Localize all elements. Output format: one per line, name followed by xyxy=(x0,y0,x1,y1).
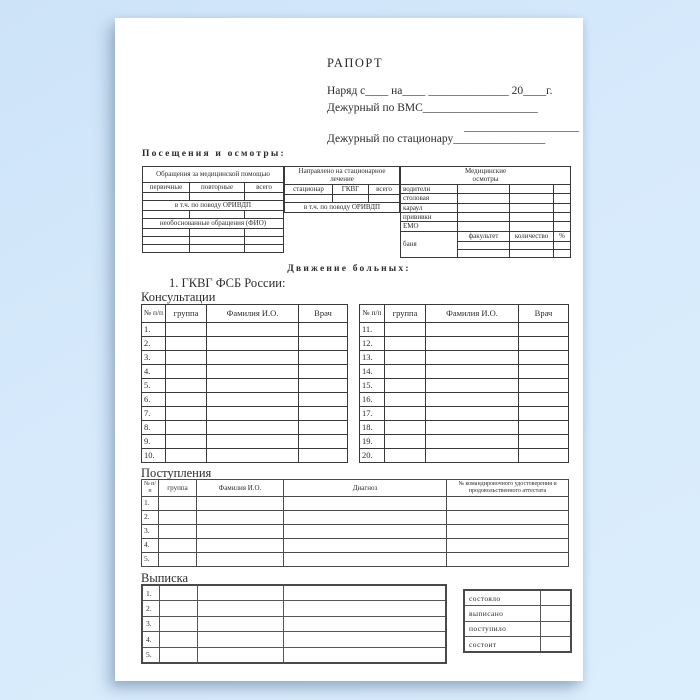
discharge-label: Выписка xyxy=(141,571,189,585)
row-number: 4. xyxy=(142,365,166,379)
empty-cell xyxy=(385,379,426,393)
empty-cell xyxy=(299,337,348,351)
medical-requests-body xyxy=(143,167,284,253)
empty-cell xyxy=(519,379,569,393)
empty-cell xyxy=(458,203,510,212)
banya-label: баня xyxy=(401,231,458,257)
row-number: 2. xyxy=(142,337,166,351)
empty-cell xyxy=(166,323,207,337)
empty-cell xyxy=(207,379,299,393)
empty-cell xyxy=(426,351,519,365)
row-number: 18. xyxy=(360,421,385,435)
consultation-row xyxy=(360,449,569,463)
empty-cell xyxy=(554,222,571,231)
empty-cell xyxy=(166,393,207,407)
empty-cell xyxy=(299,435,348,449)
visits-tables-group xyxy=(142,166,571,258)
exam-row-label: караул xyxy=(401,203,458,212)
row-number: 2. xyxy=(142,511,159,525)
inpatient-referrals-body xyxy=(285,167,400,213)
col-header-diagnoz: Диагноз xyxy=(284,480,447,497)
empty-cell xyxy=(283,585,446,601)
consultations-left-rows xyxy=(142,323,348,463)
consultation-row xyxy=(360,351,569,365)
consultation-row xyxy=(360,323,569,337)
visits-section-label: Посещения и осмотры: xyxy=(142,149,286,159)
col-header-num: № п/п xyxy=(142,305,166,323)
empty-cell xyxy=(458,249,510,257)
empty-cell xyxy=(447,511,569,525)
empty-cell xyxy=(283,632,446,648)
empty-cell xyxy=(159,553,197,567)
empty-cell xyxy=(540,590,571,606)
empty-cell xyxy=(426,449,519,463)
summary-row xyxy=(464,637,571,653)
empty-cell xyxy=(554,184,571,193)
empty-cell xyxy=(159,539,197,553)
empty-cell xyxy=(197,647,283,663)
row-number: 5. xyxy=(142,379,166,393)
empty-cell xyxy=(519,435,569,449)
empty-cell xyxy=(510,222,554,231)
empty-cell xyxy=(299,393,348,407)
empty-cell xyxy=(385,407,426,421)
summary-row xyxy=(464,606,571,622)
discharge-row xyxy=(142,616,446,632)
header-line-vms: Дежурный по ВМС____________________ xyxy=(327,102,538,114)
row-number: 8. xyxy=(142,421,166,435)
empty-cell xyxy=(159,601,197,617)
empty-cell xyxy=(333,194,369,202)
referrals-orivdp-label: в т.ч. по поводу ОРИВДП xyxy=(285,202,400,212)
empty-cell xyxy=(245,211,284,219)
exams-title-text: Медицинские осмотры xyxy=(465,167,507,184)
summary-row-label: состояло xyxy=(464,590,540,606)
empty-cell xyxy=(519,407,569,421)
empty-cell xyxy=(143,211,190,219)
exam-row-label: ЕМО xyxy=(401,222,458,231)
col-header-percent: % xyxy=(554,231,571,241)
row-number: 6. xyxy=(142,393,166,407)
row-number: 11. xyxy=(360,323,385,337)
row-number: 17. xyxy=(360,407,385,421)
row-number: 1. xyxy=(142,497,159,511)
consultation-row xyxy=(360,379,569,393)
consultation-row xyxy=(142,393,348,407)
consultation-row xyxy=(360,337,569,351)
exam-row xyxy=(401,184,571,193)
empty-cell xyxy=(197,601,283,617)
col-header-vrach: Врач xyxy=(299,305,348,323)
empty-cell xyxy=(299,421,348,435)
empty-cell xyxy=(299,351,348,365)
consultation-row xyxy=(360,365,569,379)
col-header-gruppa: группа xyxy=(159,480,197,497)
col-header-familiya: Фамилия И.О. xyxy=(207,305,299,323)
empty-cell xyxy=(554,194,571,203)
empty-cell xyxy=(385,435,426,449)
consultation-row xyxy=(142,337,348,351)
empty-cell xyxy=(519,365,569,379)
row-number: 13. xyxy=(360,351,385,365)
exam-row xyxy=(401,203,571,212)
empty-cell xyxy=(540,637,571,653)
empty-cell xyxy=(207,449,299,463)
admissions-rows xyxy=(142,497,569,567)
empty-cell xyxy=(197,585,283,601)
consultations-right-rows xyxy=(360,323,569,463)
consultations-table-left xyxy=(141,304,348,463)
col-header-udostoverenie: № командировочного удостоверения и продовольственного аттестата xyxy=(447,480,569,497)
discharge-rows xyxy=(142,585,446,663)
empty-cell xyxy=(284,525,447,539)
empty-cell xyxy=(369,194,400,202)
row-number: 3. xyxy=(142,525,159,539)
col-header-familiya: Фамилия И.О. xyxy=(426,305,519,323)
empty-cell xyxy=(426,323,519,337)
medical-exams-rows xyxy=(401,184,571,231)
consultation-row xyxy=(360,393,569,407)
exams-table-title xyxy=(401,167,571,185)
empty-cell xyxy=(207,365,299,379)
col-header-gruppa: группа xyxy=(166,305,207,323)
report-document-page xyxy=(115,18,583,681)
summary-row xyxy=(464,621,571,637)
empty-cell xyxy=(166,421,207,435)
row-number: 14. xyxy=(360,365,385,379)
row-number: 4. xyxy=(142,632,159,648)
empty-cell xyxy=(284,539,447,553)
empty-cell xyxy=(447,497,569,511)
empty-cell xyxy=(166,407,207,421)
row-number: 4. xyxy=(142,539,159,553)
requests-table-title: Обращения за медицинской помощью xyxy=(143,167,284,183)
consultation-row xyxy=(360,421,569,435)
summary-rows xyxy=(464,590,571,652)
admissions-label: Поступления xyxy=(141,466,212,480)
row-number: 9. xyxy=(142,435,166,449)
row-number: 3. xyxy=(142,616,159,632)
empty-cell xyxy=(159,497,197,511)
row-number: 1. xyxy=(142,323,166,337)
row-number: 12. xyxy=(360,337,385,351)
exam-row-label: прививки xyxy=(401,212,458,221)
col-header-pervichnye: первичные xyxy=(143,183,190,193)
empty-cell xyxy=(143,229,190,237)
empty-cell xyxy=(159,585,197,601)
empty-cell xyxy=(190,211,245,219)
summary-row-label: поступило xyxy=(464,621,540,637)
consultations-left-header xyxy=(142,305,348,323)
empty-cell xyxy=(510,194,554,203)
row-number: 7. xyxy=(142,407,166,421)
discharge-table xyxy=(141,584,447,664)
empty-cell xyxy=(519,449,569,463)
empty-cell xyxy=(519,421,569,435)
col-header-vrach: Врач xyxy=(519,305,569,323)
col-header-kolichestvo: количество xyxy=(510,231,554,241)
exam-row xyxy=(401,212,571,221)
empty-cell xyxy=(166,379,207,393)
empty-cell xyxy=(510,203,554,212)
empty-cell xyxy=(554,212,571,221)
row-number: 1. xyxy=(142,585,159,601)
row-number: 15. xyxy=(360,379,385,393)
exam-row-label: водители xyxy=(401,184,458,193)
empty-cell xyxy=(284,511,447,525)
medical-exams-header xyxy=(401,167,571,185)
empty-cell xyxy=(166,337,207,351)
admission-row xyxy=(142,553,569,567)
empty-cell xyxy=(426,365,519,379)
col-header-familiya: Фамилия И.О. xyxy=(197,480,284,497)
empty-cell xyxy=(385,365,426,379)
empty-cell xyxy=(245,245,284,253)
empty-cell xyxy=(207,435,299,449)
col-header-gruppa: группа xyxy=(385,305,426,323)
empty-cell xyxy=(519,351,569,365)
consultation-row xyxy=(360,435,569,449)
empty-cell xyxy=(284,553,447,567)
document-title: РАПОРТ xyxy=(327,56,384,70)
row-number: 10. xyxy=(142,449,166,463)
empty-cell xyxy=(447,553,569,567)
hospital-heading: 1. ГКВГ ФСБ России: xyxy=(169,276,286,290)
empty-cell xyxy=(299,379,348,393)
inpatient-referrals-table xyxy=(284,166,400,213)
empty-cell xyxy=(197,553,284,567)
consultation-row xyxy=(142,379,348,393)
row-number: 5. xyxy=(142,647,159,663)
empty-cell xyxy=(143,237,190,245)
empty-cell xyxy=(519,323,569,337)
patient-count-summary-table xyxy=(463,589,572,653)
empty-cell xyxy=(447,539,569,553)
empty-cell xyxy=(159,525,197,539)
empty-cell xyxy=(385,351,426,365)
consultation-row xyxy=(360,407,569,421)
empty-cell xyxy=(426,393,519,407)
requests-unfounded-label: необоснованные обращения (ФИО) xyxy=(143,219,284,229)
empty-cell xyxy=(159,647,197,663)
empty-cell xyxy=(426,407,519,421)
consultation-row xyxy=(142,435,348,449)
movement-section-label: Движение больных: xyxy=(287,264,411,274)
col-header-num: № п/п xyxy=(142,480,159,497)
row-number: 19. xyxy=(360,435,385,449)
empty-cell xyxy=(385,393,426,407)
empty-cell xyxy=(299,449,348,463)
admissions-table xyxy=(141,479,569,567)
empty-cell xyxy=(447,525,569,539)
empty-cell xyxy=(197,539,284,553)
empty-cell xyxy=(385,337,426,351)
admission-row xyxy=(142,511,569,525)
admission-row xyxy=(142,497,569,511)
empty-cell xyxy=(197,632,283,648)
empty-cell xyxy=(519,337,569,351)
empty-cell xyxy=(283,601,446,617)
row-number: 5. xyxy=(142,553,159,567)
empty-cell xyxy=(458,241,510,249)
empty-cell xyxy=(245,193,284,201)
empty-cell xyxy=(159,632,197,648)
col-header-num: № п/п xyxy=(360,305,385,323)
empty-cell xyxy=(385,323,426,337)
row-number: 3. xyxy=(142,351,166,365)
medical-exams-banya-block xyxy=(401,231,571,257)
empty-cell xyxy=(190,237,245,245)
empty-cell xyxy=(426,421,519,435)
empty-cell xyxy=(510,241,554,249)
empty-cell xyxy=(458,212,510,221)
empty-cell xyxy=(385,449,426,463)
empty-cell xyxy=(510,212,554,221)
discharge-row xyxy=(142,647,446,663)
consultations-label: Консультации xyxy=(141,290,216,304)
col-header-fakultet: факультет xyxy=(458,231,510,241)
empty-cell xyxy=(510,184,554,193)
row-number: 2. xyxy=(142,601,159,617)
empty-cell xyxy=(245,229,284,237)
admission-row xyxy=(142,525,569,539)
empty-cell xyxy=(385,421,426,435)
consultation-row xyxy=(142,323,348,337)
empty-cell xyxy=(554,249,571,257)
empty-cell xyxy=(159,616,197,632)
header-line-stacionar: Дежурный по стационару________________ xyxy=(327,133,546,145)
col-header-vsego: всего xyxy=(369,184,400,194)
empty-cell xyxy=(190,245,245,253)
consultations-table-right xyxy=(359,304,569,463)
empty-cell xyxy=(285,194,333,202)
empty-cell xyxy=(519,393,569,407)
empty-cell xyxy=(426,337,519,351)
consultation-row xyxy=(142,365,348,379)
header-line-naryad: Наряд с____ на____ ______________ 20____г. xyxy=(327,85,553,97)
empty-cell xyxy=(540,606,571,622)
admission-row xyxy=(142,539,569,553)
empty-cell xyxy=(197,497,284,511)
empty-cell xyxy=(143,193,190,201)
header-line-blank: ____________________ xyxy=(464,121,579,133)
empty-cell xyxy=(554,241,571,249)
empty-cell xyxy=(207,323,299,337)
empty-cell xyxy=(166,365,207,379)
row-number: 20. xyxy=(360,449,385,463)
empty-cell xyxy=(166,351,207,365)
discharge-row xyxy=(142,601,446,617)
empty-cell xyxy=(284,497,447,511)
exam-row xyxy=(401,222,571,231)
empty-cell xyxy=(426,435,519,449)
empty-cell xyxy=(207,351,299,365)
empty-cell xyxy=(283,616,446,632)
col-header-gkvg: ГКВГ xyxy=(333,184,369,194)
empty-cell xyxy=(207,421,299,435)
empty-cell xyxy=(458,222,510,231)
empty-cell xyxy=(458,194,510,203)
empty-cell xyxy=(190,229,245,237)
discharge-row xyxy=(142,585,446,601)
col-header-povtornye: повторные xyxy=(190,183,245,193)
empty-cell xyxy=(299,365,348,379)
consultation-row xyxy=(142,351,348,365)
empty-cell xyxy=(283,647,446,663)
empty-cell xyxy=(166,449,207,463)
empty-cell xyxy=(458,184,510,193)
empty-cell xyxy=(207,393,299,407)
empty-cell xyxy=(426,379,519,393)
empty-cell xyxy=(207,337,299,351)
empty-cell xyxy=(166,435,207,449)
empty-cell xyxy=(197,511,284,525)
consultations-tables-group xyxy=(141,304,569,463)
summary-row-label: выписано xyxy=(464,606,540,622)
consultations-right-header xyxy=(360,305,569,323)
empty-cell xyxy=(197,525,284,539)
empty-cell xyxy=(190,193,245,201)
col-header-vsego: всего xyxy=(245,183,284,193)
exam-row xyxy=(401,194,571,203)
admissions-header xyxy=(142,480,569,497)
summary-row-label: состоит xyxy=(464,637,540,653)
exam-row-label: столовая xyxy=(401,194,458,203)
empty-cell xyxy=(299,407,348,421)
empty-cell xyxy=(299,323,348,337)
requests-orivdp-label: в т.ч. по поводу ОРИВДП xyxy=(143,201,284,211)
empty-cell xyxy=(540,621,571,637)
medical-exams-table xyxy=(400,166,571,258)
empty-cell xyxy=(207,407,299,421)
medical-requests-table xyxy=(142,166,284,253)
col-header-stacionar: стационар xyxy=(285,184,333,194)
summary-row xyxy=(464,590,571,606)
row-number: 16. xyxy=(360,393,385,407)
empty-cell xyxy=(143,245,190,253)
consultation-row xyxy=(142,421,348,435)
empty-cell xyxy=(245,237,284,245)
empty-cell xyxy=(159,511,197,525)
consultation-row xyxy=(142,449,348,463)
empty-cell xyxy=(510,249,554,257)
discharge-row xyxy=(142,632,446,648)
empty-cell xyxy=(197,616,283,632)
empty-cell xyxy=(554,203,571,212)
consultation-row xyxy=(142,407,348,421)
referrals-table-title: Направлено на стационарное лечение xyxy=(285,167,400,185)
